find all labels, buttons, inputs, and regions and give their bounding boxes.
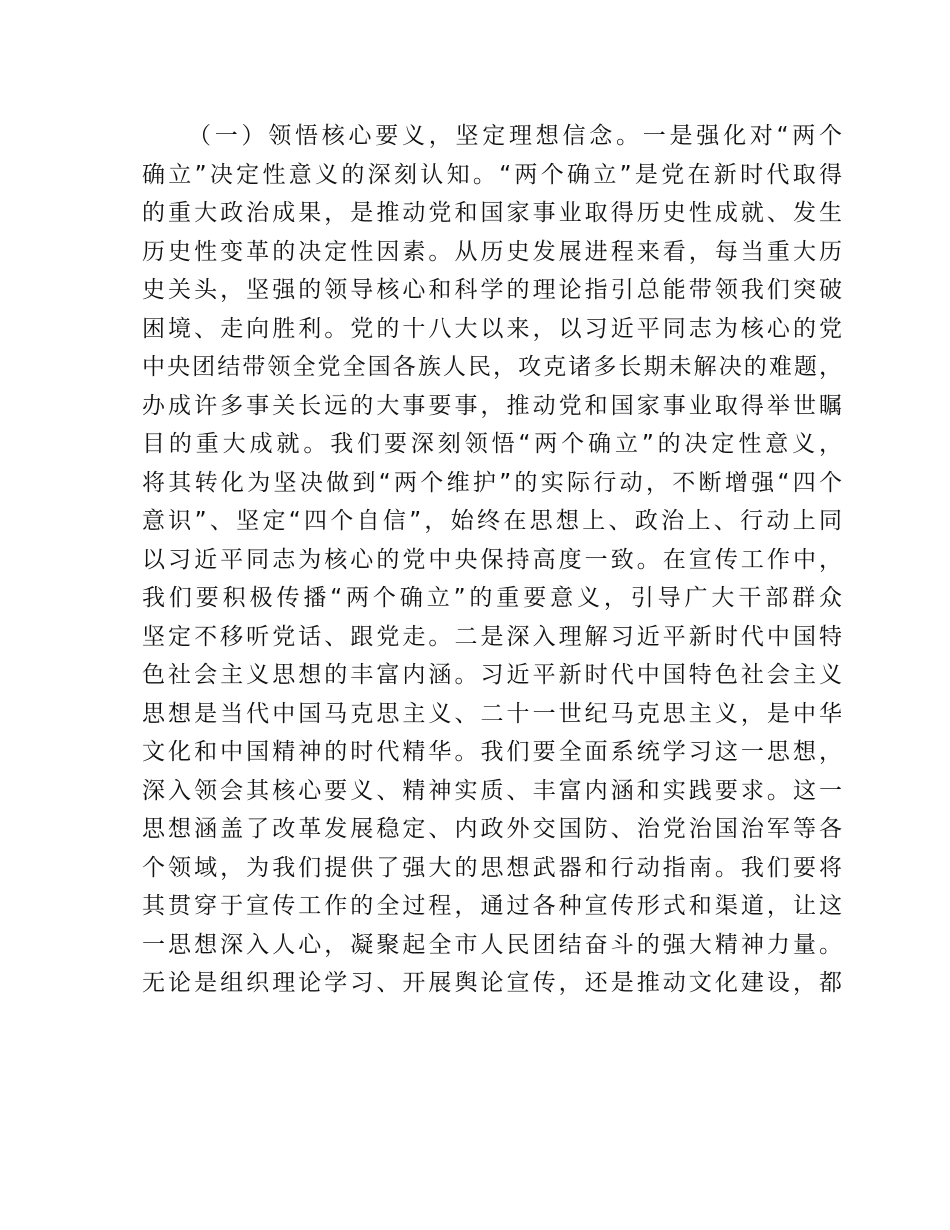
text-line: 文化和中国精神的时代精华。我们要全面系统学习这一思想， bbox=[142, 739, 842, 765]
text-line: 色社会主义思想的丰富内涵。习近平新时代中国特色社会主义 bbox=[142, 662, 842, 688]
text-line: （一）领悟核心要义，坚定理想信念。一是强化对“两个 bbox=[188, 123, 842, 149]
text-line: 中央团结带领全党全国各族人民，攻克诸多长期未解决的难题， bbox=[142, 354, 842, 380]
text-line: 思想涵盖了改革发展稳定、内政外交国防、治党治国治军等各 bbox=[142, 816, 842, 842]
text-line: 坚定不移听党话、跟党走。二是深入理解习近平新时代中国特 bbox=[142, 623, 842, 650]
text-line: 历史性变革的决定性因素。从历史发展进程来看，每当重大历 bbox=[142, 238, 842, 265]
text-line: 我们要积极传播“两个确立”的重要意义，引导广大干部群众 bbox=[142, 585, 842, 611]
text-line: 意识”、坚定“四个自信”，始终在思想上、政治上、行动上同 bbox=[142, 508, 842, 534]
text-line: 困境、走向胜利。党的十八大以来，以习近平同志为核心的党 bbox=[142, 315, 842, 342]
body-paragraph bbox=[142, 117, 842, 1003]
text-line: 将其转化为坚决做到“两个维护”的实际行动，不断增强“四个 bbox=[142, 469, 842, 496]
text-line: 目的重大成就。我们要深刻领悟“两个确立”的决定性意义， bbox=[142, 431, 842, 457]
text-line: 思想是当代中国马克思主义、二十一世纪马克思主义，是中华 bbox=[142, 700, 842, 727]
text-line: 其贯穿于宣传工作的全过程，通过各种宣传形式和渠道，让这 bbox=[142, 893, 842, 919]
text-line: 确立”决定性意义的深刻认知。“两个确立”是党在新时代取得 bbox=[142, 161, 842, 188]
text-line: 以习近平同志为核心的党中央保持高度一致。在宣传工作中， bbox=[142, 546, 842, 573]
text-line: 的重大政治成果，是推动党和国家事业取得历史性成就、发生 bbox=[142, 200, 842, 226]
text-line: 一思想深入人心，凝聚起全市人民团结奋斗的强大精神力量。 bbox=[142, 931, 842, 958]
text-line: 无论是组织理论学习、开展舆论宣传，还是推动文化建设，都 bbox=[142, 970, 842, 996]
text-line: 办成许多事关长远的大事要事，推动党和国家事业取得举世瞩 bbox=[142, 392, 842, 419]
text-line: 个领域，为我们提供了强大的思想武器和行动指南。我们要将 bbox=[142, 854, 842, 881]
text-line: 深入领会其核心要义、精神实质、丰富内涵和实践要求。这一 bbox=[142, 777, 842, 804]
text-line: 史关头，坚强的领导核心和科学的理论指引总能带领我们突破 bbox=[142, 277, 842, 303]
